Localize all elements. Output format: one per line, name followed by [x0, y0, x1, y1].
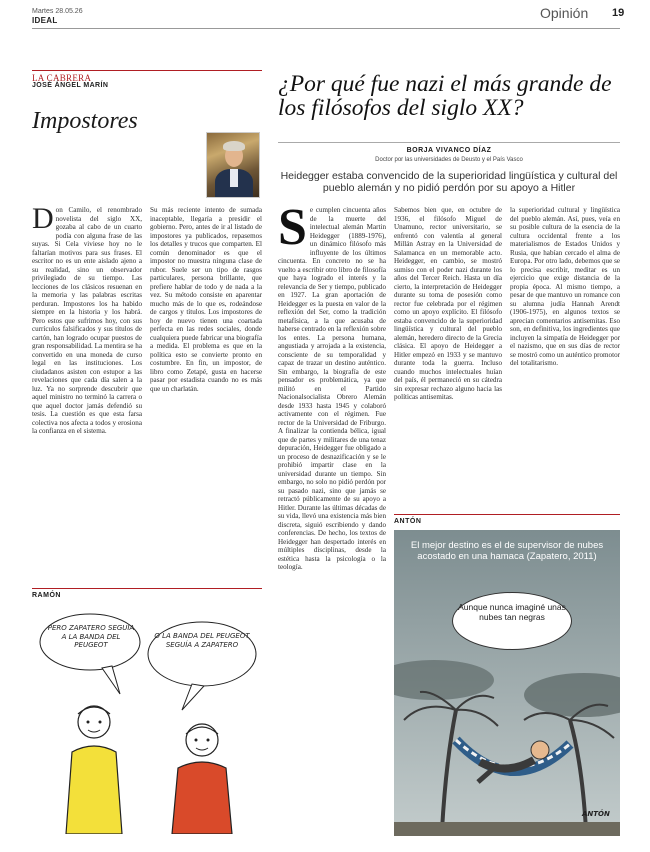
cartoon-anton [394, 530, 620, 836]
article-headline: ¿Por qué fue nazi el más grande de los filósofos del siglo XX? [278, 71, 612, 121]
header-divider [32, 28, 620, 29]
bubble-right-text: O LA BANDA DEL PEUGEOT SEGUÍA A ZAPATERO [154, 632, 250, 649]
cartoon-anton-bubble-text: Aunque nunca imaginé unas nubes tan negras [458, 602, 566, 622]
cartoon-divider [32, 588, 262, 589]
cartoon-anton-drawing [394, 530, 620, 836]
cartoon-anton-title: El mejor destino es el de supervisor de nubes acostado en una hamaca (Zapatero, 2011) [410, 540, 604, 562]
issue-date: Martes 28.05.26 [32, 8, 83, 15]
column-text-1 [32, 206, 142, 574]
column-author: JOSÉ ÁNGEL MARÍN [32, 82, 109, 89]
newspaper-name: IDEAL [32, 16, 58, 25]
column-title: Impostores [32, 108, 138, 134]
article-deck: Heidegger estaba convencido de la superioridad lingüística y cultural del pueblo alemán y no pidió perdón por su apoyo a Hitler [280, 170, 618, 194]
author-photo [206, 132, 260, 198]
article-paragraph-2: Sabemos bien que, en octubre de 1936, el filósofo Miguel de Unamuno, rector universitario, se enfrentó con valentía al general Millán Astray en la Universidad de Salamanca en un memorable acto. Heidegger, en cambio, se mostró sumiso con el poder nazi durante los años del Tercer Reich. Hasta un día cierto, la interpretación de Heidegger durante su toma de posesión como rector fue celebrada por el régimen como un apoyo explícito. El filósofo estaba convencido de la superioridad lingüística y cultural del pueblo alemán, heredero directo de la Grecia clásica. El apoyo de Heidegger a Hitler empezó en 1933 y se mantuvo durante toda la guerra. Incluso cuando muchos intelectuales huían del país, él permaneció en su cátedra sin expresar rechazo alguno hacia las políticas antisemitas. [394, 206, 502, 401]
article-paragraph-1: e cumplen cincuenta años de la muerte del intelectual alemán Martin Heidegger (1889-1976), un dinámico filósofo más influyente de los últimos cincuenta. En concreto no se ha vuelto a escribir otro libro de filosofía que haya logrado el interés y la relevancia de Ser y tiempo, publicado en 1927. La gran aportación de Heidegger es la puesta en valor de la reflexión del Ser, como la tradición metafísica, a la que acusaba de haberse centrado en la reflexión sobre los entes. La persona humana, angustiada y arrojada a la existencia, consciente de su temporalidad y capaz de trazar un destino auténtico. Sin embargo, la biografía de este pensador es problemática, ya que militó en el Partido Nacionalsocialista Obrero Alemán desde 1933 hasta 1945 y colaboró activamente con el régimen. Fue rector de la Universidad de Friburgo. A finalizar la contienda bélica, igual que de partes y militares de una tenaz depuración, Heidegger fue obligado a un proceso de desnazificación y se le prohibió impartir clase en la universidad durante un tiempo. Sin embargo, no solo no pidió perdón por su pasado nazi, sino que jamás se retractó públicamente de su apoyo a Hitler. Durante las últimas décadas de su vida, llevó una existencia más bien discreta, siguió escribiendo y dando conferencias. De hecho, los textos de Heidegger han despertado interés en múltiples disciplinas, desde la estética hasta la psicología o la teología. [278, 206, 386, 571]
article-text-3 [510, 206, 620, 506]
cartoon-anton-signature: ANTÓN [582, 810, 610, 818]
article-paragraph-3: la superioridad cultural y lingüística del pueblo alemán. Así, pues, veía en su posible cultura de la esencia de la cultura occidental frente a los materialismos de Estados Unidos y Rusia, que habían cercado el alma de Europa. Por otro lado, debemos que se lo precisa escribir, meditar es un ejercicio que exige distancia de la propia época. Al mismo tiempo, a pesar de que mantuvo un romance con su alumna judía Hannah Arendt (1906-1975), en algunos textos se aprecian comentarios antisemitas. Eso son, en definitiva, los ingredientes que incluyen la simpatía de Heidegger por el nazismo, que en sus días de rector se mostró como un auténtico promotor del totalitarismo. [510, 206, 620, 367]
column-paragraph-1: on Camilo, el renombrado novelista del siglo XX, gozaba al cabo de un cuarto podía con alguna frase de las suyas. Si Cela viviese hoy no le faltarían motivos para sus frases. El escritor no es un ente aislado ajeno a su realidad, sino un observador privilegiado de su tiempo. Las lecciones de los clásicos resuenan en la memoria y las palabras escritas perduran. Impostores los ha habido siempre en la historia y los habrá. Pero estos que sufrimos hoy, con sus currículos falsificados y sus títulos de cartón, han logrado ocupar puestos de gran responsabilidad. La mentira se ha convertido en una moneda de curso legal en las instituciones. Los ciudadanos asisten con estupor a las revelaciones que cada día salen a la luz. Ya no sorprende descubrir que aquel ministro no terminó la carrera o que aquel doctor jamás defendió su tesis. La cuestión es que esta farsa colectiva nos afecta a todos y erosiona la confianza en el sistema. [32, 206, 142, 435]
cartoon-anton-label: ANTÓN [394, 518, 422, 525]
cartoon-ramon-label: RAMÓN [32, 592, 61, 599]
article-text-2 [394, 206, 502, 506]
page-number: 19 [612, 7, 625, 19]
column-divider [32, 70, 262, 71]
column-text-2 [150, 206, 262, 574]
cartoon-anton-divider [394, 514, 620, 515]
article-dropcap: S [278, 206, 307, 256]
article-byline: BORJA VIVANCO DÍAZ [406, 147, 492, 154]
section-title: Opinión [540, 5, 589, 21]
column-dropcap: D [32, 206, 54, 235]
column-label: LA CABRERA [32, 73, 92, 83]
column-paragraph-2: Su más reciente intento de sumada inaceptable, llegaría a presidir el gobierno. Pero, antes de ir al listado de impostores ya publicados, repasemos los detalles y trucos que comparten. El común denominador es que el impostor no muestra ninguna clase de rubor. Suele ser un tipo de rasgos particulares, persona brillante, que prefiere hablar de todo y de nada a la vez. Su método consiste en aparentar mucho más de lo que es, rodeándose de cargos y títulos. Los impostores de hoy de nuevo tienen una coartada perfecta en las redes sociales, donde cualquiera puede fabricar una biografía a medida. El problema es que en la política esto se convierte pronto en costumbre. En fin, un impostor, de libro como Zetapé, gusta en hacerse pasar por estadista cuando no es más que un charlatán. [150, 206, 262, 393]
headline-divider [278, 142, 620, 143]
article-text-1 [278, 206, 386, 842]
article-byline-sub: Doctor por las universidades de Deusto y el País Vasco [375, 157, 523, 163]
bubble-left-text: PERO ZAPATERO SEGUÍA A LA BANDA DEL PEUGEOT [47, 624, 135, 649]
cartoon-ramon [32, 602, 262, 834]
